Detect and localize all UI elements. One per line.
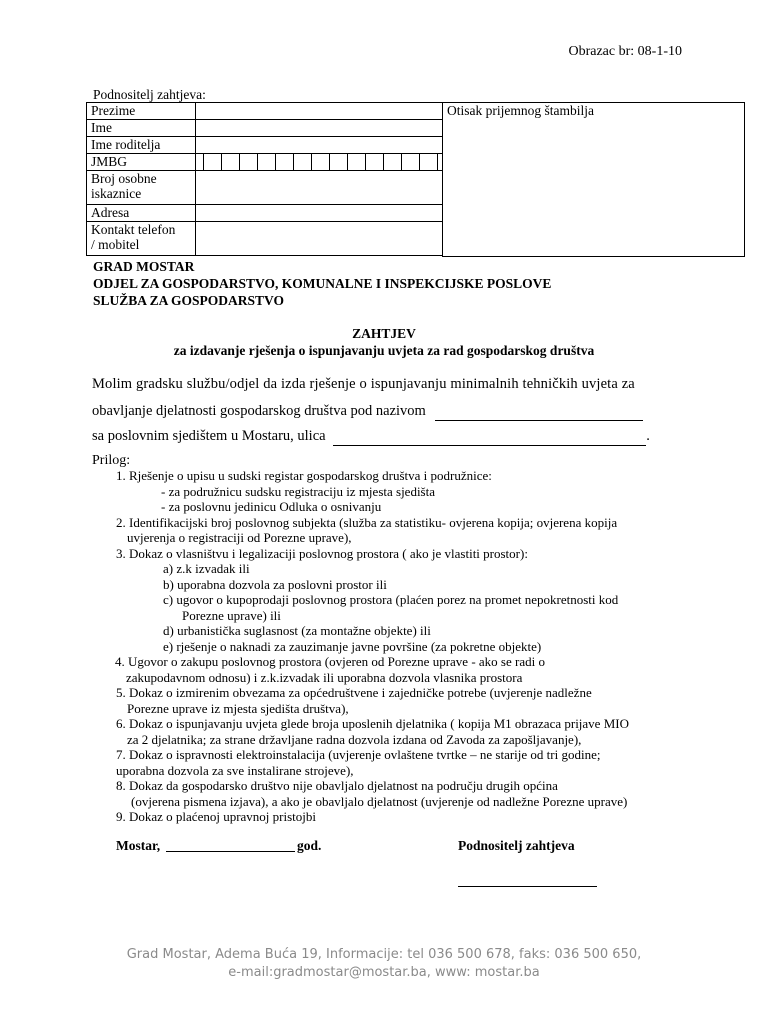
input-ime[interactable] bbox=[196, 120, 443, 137]
list-item: d) urbanistička suglasnost (za montažne objekte) ili bbox=[163, 623, 431, 638]
list-item: 7. Dokaz o ispravnosti elektroinstalacija (uvjerenje ovlaštene tvrtke – ne starije od tri godine; bbox=[116, 747, 601, 762]
list-item: 1. Rješenje o upisu u sudski registar gospodarskog društva i podružnice: bbox=[116, 468, 492, 483]
org-city: GRAD MOSTAR bbox=[93, 259, 195, 274]
label-prezime: Prezime bbox=[87, 103, 196, 120]
body-line-2: obavljanje djelatnosti gospodarskog društva pod nazivom bbox=[92, 403, 678, 421]
footer-address: Grad Mostar, Adema Buća 19, Informacije: tel 036 500 678, faks: 036 500 650, bbox=[126, 947, 642, 962]
org-service: SLUŽBA ZA GOSPODARSTVO bbox=[93, 293, 285, 308]
list-item: Porezne uprave) ili bbox=[182, 608, 281, 623]
input-prezime[interactable] bbox=[196, 103, 443, 120]
org-department: ODJEL ZA GOSPODARSTVO, KOMUNALNE I INSPEKCIJSKE POSLOVE bbox=[93, 276, 552, 291]
list-item: - za poslovnu jedinicu Odluka o osnivanju bbox=[161, 499, 382, 514]
label-ime-roditelja: Ime roditelja bbox=[87, 137, 196, 154]
input-broj-osobne[interactable] bbox=[196, 171, 443, 205]
input-jmbg[interactable] bbox=[196, 154, 443, 171]
doc-title: ZAHTJEV bbox=[352, 326, 416, 341]
input-kontakt[interactable] bbox=[196, 222, 443, 256]
label-jmbg: JMBG bbox=[87, 154, 196, 171]
list-item: zakupodavnom odnosu) i z.k.izvadak ili uporabna dozvola vlasnika prostora bbox=[126, 670, 523, 685]
date-field[interactable] bbox=[166, 837, 295, 852]
label-kontakt: Kontakt telefon / mobitel bbox=[87, 222, 196, 256]
list-item: (ovjerena pismena izjava), a ako je obavljalo djelatnost (uvjerenje od nadležne Porezne uprave) bbox=[131, 794, 628, 809]
applicant-signature-field[interactable] bbox=[458, 872, 597, 887]
stamp-box: Otisak prijemnog štambilja bbox=[443, 103, 745, 257]
signature-applicant-label: Podnositelj zahtjeva bbox=[458, 838, 575, 853]
label-adresa: Adresa bbox=[87, 205, 196, 222]
body-line-3: sa poslovnim sjedištem u Mostaru, ulica . bbox=[92, 428, 650, 444]
list-item: e) rješenje o naknadi za zauzimanje javne površine (za pokretne objekte) bbox=[163, 639, 542, 654]
list-item: 8. Dokaz da gospodarsko društvo nije obavljalo djelatnost na području drugih općina bbox=[116, 778, 558, 793]
label-broj-osobne: Broj osobne iskaznice bbox=[87, 171, 196, 205]
list-item: uporabna dozvola za sve instalirane strojeve), bbox=[116, 763, 354, 778]
jmbg-digit-boxes bbox=[200, 154, 438, 170]
body-line-1: Molim gradsku službu/odjel da izda rješenje o ispunjavanju minimalnih tehničkih uvjeta za bbox=[92, 376, 635, 392]
applicant-header: Podnositelj zahtjeva: bbox=[93, 87, 206, 102]
list-item: b) uporabna dozvola za poslovni prostor ili bbox=[163, 577, 387, 592]
list-item: uvjerenja o registraciji od Porezne uprave), bbox=[127, 530, 352, 545]
list-item: a) z.k izvadak ili bbox=[163, 561, 250, 576]
prilog-label: Prilog: bbox=[92, 453, 131, 468]
company-name-field[interactable] bbox=[435, 403, 643, 421]
footer-contact: e-mail:gradmostar@mostar.ba, www: mostar.ba bbox=[228, 965, 540, 980]
list-item: 4. Ugovor o zakupu poslovnog prostora (ovjeren od Porezne uprave - ako se radi o bbox=[115, 654, 545, 669]
list-item: 2. Identifikacijski broj poslovnog subjekta (služba za statistiku- ovjerena kopija; ovjerena kopija bbox=[116, 515, 618, 530]
list-item: 9. Dokaz o plaćenoj upravnoj pristojbi bbox=[116, 809, 317, 824]
label-ime: Ime bbox=[87, 120, 196, 137]
list-item: za 2 djelatnika; za strane državljane radna dozvola izdana od Zavoda za zapošljavanje), bbox=[127, 732, 582, 747]
signature-place: Mostar, bbox=[116, 838, 161, 853]
list-item: 6. Dokaz o ispunjavanju uvjeta glede broja uposlenih djelatnika ( kopija M1 obrazaca prijave MIO bbox=[116, 716, 629, 731]
input-adresa[interactable] bbox=[196, 205, 443, 222]
list-item: 5. Dokaz o izmirenim obvezama za općedruštvene i zajedničke potrebe (uvjerenje nadležne bbox=[116, 685, 592, 700]
doc-subtitle: za izdavanje rješenja o ispunjavanju uvjeta za rad gospodarskog društva bbox=[173, 343, 595, 358]
list-item: c) ugovor o kupoprodaji poslovnog prostora (plaćen porez na promet nepokretnosti kod bbox=[163, 592, 619, 607]
input-ime-roditelja[interactable] bbox=[196, 137, 443, 154]
list-item: 3. Dokaz o vlasništvu i legalizaciji poslovnog prostora ( ako je vlastiti prostor): bbox=[116, 546, 528, 561]
street-field[interactable] bbox=[333, 428, 646, 446]
list-item: Porezne uprave iz mjesta sjedišta društva), bbox=[127, 701, 349, 716]
signature-god: god. bbox=[297, 838, 322, 853]
applicant-table bbox=[86, 102, 745, 257]
form-number: Obrazac br: 08-1-10 bbox=[568, 44, 682, 59]
list-item: - za podružnicu sudsku registraciju iz mjesta sjedišta bbox=[161, 484, 436, 499]
